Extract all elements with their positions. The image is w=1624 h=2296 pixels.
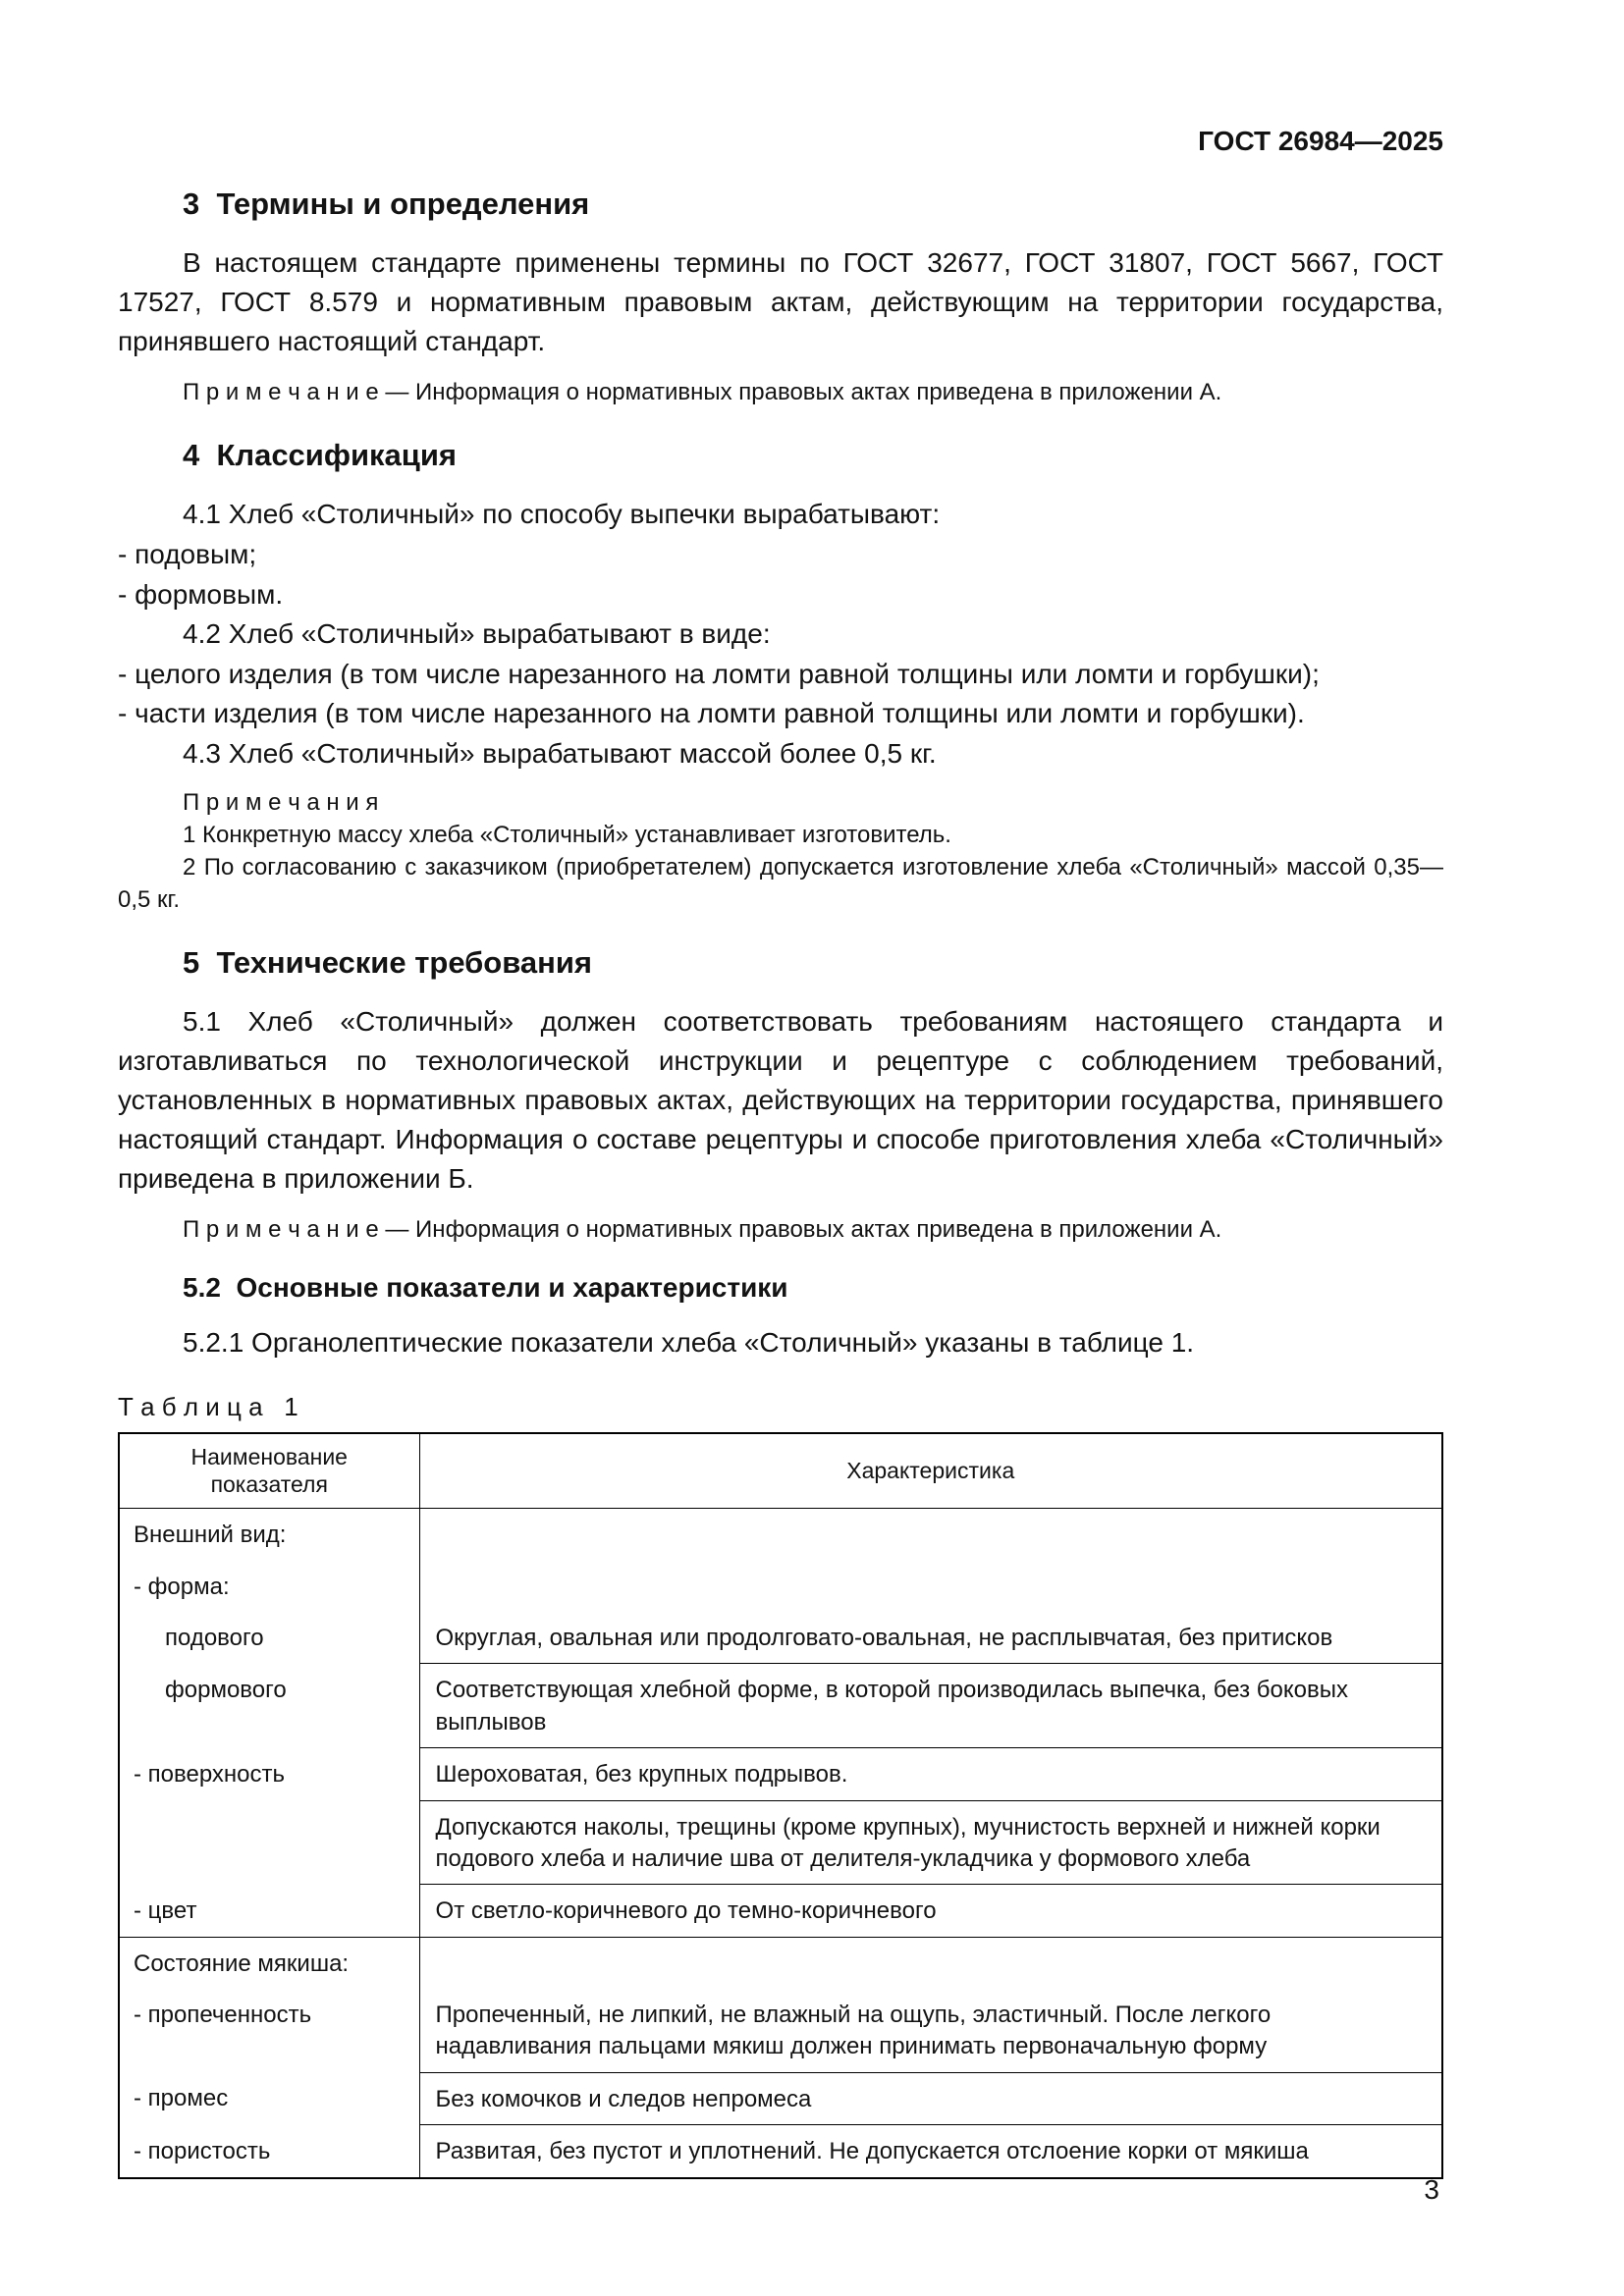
doc-header: ГОСТ 26984—2025 (1198, 126, 1443, 156)
subsection-5-2-title: 5.2 Основные показатели и характеристики (183, 1271, 788, 1303)
row-name-cell: Состояние мякиша: (134, 1949, 350, 1977)
notes-title: П р и м е ч а н и я (183, 788, 379, 816)
column-header-name: Наименование показателя (119, 1433, 419, 1509)
characteristic-cell (419, 1509, 1442, 1561)
characteristic-cell (419, 1561, 1442, 1612)
table-row (119, 1612, 1442, 1664)
list-item-podovym: - подовым; (118, 539, 257, 570)
row-name-cell: Внешний вид: (134, 1522, 287, 1549)
row-name-cell: - промес (134, 2085, 229, 2112)
row-name-cell: - пропеченность (134, 2002, 312, 2029)
table-row (119, 1885, 1442, 1937)
list-item-chasti: - части изделия (в том числе нарезанного на ломти равной толщины или ломти и горбушки). (118, 698, 1305, 729)
note-item-2: 2 По согласованию с заказчиком (приобретателем) допускается изготовление хлеба «Столичный» массой 0,35—0,5 кг. (118, 853, 1443, 913)
row-name-cell: - поверхность (134, 1760, 286, 1788)
section-3-paragraph: В настоящем стандарте применены термины по ГОСТ 32677, ГОСТ 31807, ГОСТ 5667, ГОСТ 17527, ГОСТ 8.579 и нормативным правовым актам, действующим на территории государства, принявшего настоящий стандарт. (118, 247, 1443, 357)
table-header-row (119, 1433, 1442, 1509)
row-name-cell: формового (165, 1676, 287, 1703)
table-row (119, 1937, 1442, 1989)
clause-4-3: 4.3 Хлеб «Столичный» вырабатывают массой более 0,5 кг. (183, 738, 937, 770)
table-row (119, 1989, 1442, 2072)
characteristic-cell: Округлая, овальная или продолговато-овальная, не расплывчатая, без притисков (419, 1612, 1442, 1664)
characteristic-cell: Соответствующая хлебной форме, в которой производилась выпечка, без боковых выплывов (419, 1664, 1442, 1748)
paragraph-5-1: 5.1 Хлеб «Столичный» должен соответствовать требованиям настоящего стандарта и изготавливаться по технологической инструкции и рецептуре с соблюдением требований, установленных в нормативных правовых актах, действующих на территории государства, принявшего настоящий стандарт. Информация о составе рецептуры и способе приготовления хлеба «Столичный» приведена в приложении Б. (118, 1006, 1443, 1195)
section-3-title: 3 Термины и определения (183, 187, 590, 221)
characteristic-cell: Развитая, без пустот и уплотнений. Не допускается отслоение корки от мякиша (419, 2125, 1442, 2178)
list-item-celogo: - целого изделия (в том числе нарезанного на ломти равной толщины или ломти и горбушки); (118, 658, 1320, 689)
characteristic-cell: Допускаются наколы, трещины (кроме крупных), мучнистость верхней и нижней корки подового хлеба и наличие шва от делителя-укладчика у формового хлеба (419, 1800, 1442, 1885)
note-item-1: 1 Конкретную массу хлеба «Столичный» устанавливает изготовитель. (183, 821, 951, 848)
classification-list (118, 495, 1443, 774)
clause-4-1: 4.1 Хлеб «Столичный» по способу выпечки вырабатывают: (183, 499, 941, 530)
clause-4-2: 4.2 Хлеб «Столичный» вырабатывают в виде: (183, 618, 771, 650)
table-row (119, 1561, 1442, 1612)
page-number: 3 (1424, 2174, 1439, 2205)
paragraph-5-2-1: 5.2.1 Органолептические показатели хлеба «Столичный» указаны в таблице 1. (183, 1326, 1195, 1358)
table-row (119, 1800, 1442, 1885)
characteristic-cell: Шероховатая, без крупных подрывов. (419, 1748, 1442, 1800)
section-3-note: П р и м е ч а н и е — Информация о нормативных правовых актах приведена в приложении А. (183, 379, 1222, 406)
row-name-cell: - пористость (134, 2137, 271, 2164)
table-1 (118, 1432, 1443, 2179)
characteristic-cell (419, 1937, 1442, 1989)
table-row (119, 2072, 1442, 2124)
row-name-cell: - цвет (119, 1885, 419, 1937)
row-name-cell: - форма: (134, 1573, 230, 1600)
column-header-characteristic: Характеристика (419, 1433, 1442, 1509)
list-item-formovym: - формовым. (118, 578, 284, 610)
row-name-cell (119, 1800, 419, 1885)
section-4-notes (118, 786, 1443, 916)
table-row (119, 2125, 1442, 2178)
section-5-note: П р и м е ч а н и е — Информация о нормативных правовых актах приведена в приложении А. (183, 1216, 1222, 1244)
table-row (119, 1748, 1442, 1800)
section-4-title: 4 Классификация (183, 438, 457, 473)
row-name-cell: подового (165, 1624, 264, 1651)
table-row (119, 1509, 1442, 1561)
characteristic-cell: Без комочков и следов непромеса (419, 2072, 1442, 2124)
section-5-title: 5 Технические требования (183, 945, 593, 981)
table-row (119, 1664, 1442, 1748)
characteristic-cell: От светло-коричневого до темно-коричневого (419, 1885, 1442, 1937)
table-caption: Т а б л и ц а 1 (118, 1391, 298, 1421)
characteristic-cell: Пропеченный, не липкий, не влажный на ощупь, эластичный. После легкого надавливания пальцами мякиш должен принимать первоначальную форму (419, 1989, 1442, 2072)
